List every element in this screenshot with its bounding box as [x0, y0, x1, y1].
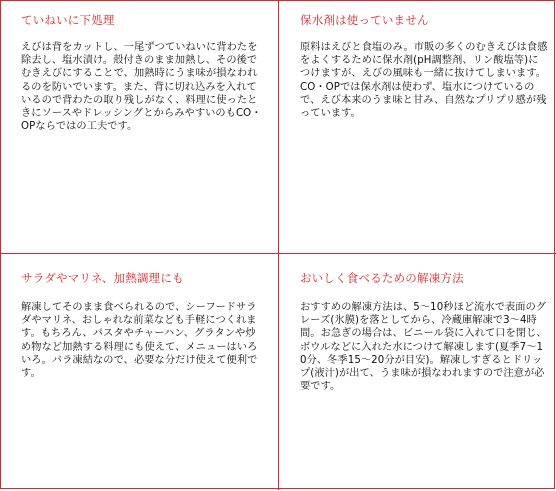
section-heading: ていねいに下処理 — [21, 13, 115, 27]
section-body: えびは背をカットし、一尾ずつていねいに背わたを除去し、塩水漬け。殻付きのまま加熱し、その後でむきえびにすることで、加熱時にうま味が損なわれるのを防いでいます。また、背に切れ込みを入れているので背わたの取り残しがなく、料理に使ったときにソースやドレッシングとからみやすいのもCO・OPならではの工夫です。 — [21, 42, 262, 133]
section-heading: サラダやマリネ、加熱調理にも — [21, 271, 184, 285]
section-prep — [1, 1, 278, 253]
section-thawing — [278, 253, 556, 490]
section-heading: おいしく食べるための解凍方法 — [300, 271, 464, 285]
section-no-preservative — [278, 1, 556, 253]
section-heading: 保水剤は使っていません — [300, 13, 429, 27]
section-body: おすすめの解凍方法は、5～10秒ほど流水で表面のグレーズ(氷膜)を落としてから、冷蔵庫解凍で3～4時間。お急ぎの場合は、ビニール袋に入れて口を閉じ、ボウルなどに入れた水につけて解凍します(夏季7～10分、冬季15～20分が目安)。解凍しすぎるとドリップ(液汁)が出て、うま味が損なわれますので注意が必要です。 — [300, 302, 547, 393]
section-uses — [1, 253, 278, 490]
section-body: 解凍してそのまま食べられるので、シーフードサラダやマリネ、おしゃれな前菜なども手軽につくれます。もちろん、パスタやチャーハン、グラタンや炒め物など加熱する料理にも使えて、メニューはいろいろ。バラ凍結なので、必要な分だけ使えて便利です。 — [21, 302, 258, 380]
section-body: 原料はえびと食塩のみ。市販の多くのむきえびは食感をよくするために保水剤(pH調整剤、リン酸塩等)につけますが、えびの風味も一緒に抜けてしまいます。CO・OPでは保水剤は使わず、塩水につけているので、えび本来のうま味と甘み、自然なプリプリ感が残っています。 — [300, 42, 548, 120]
